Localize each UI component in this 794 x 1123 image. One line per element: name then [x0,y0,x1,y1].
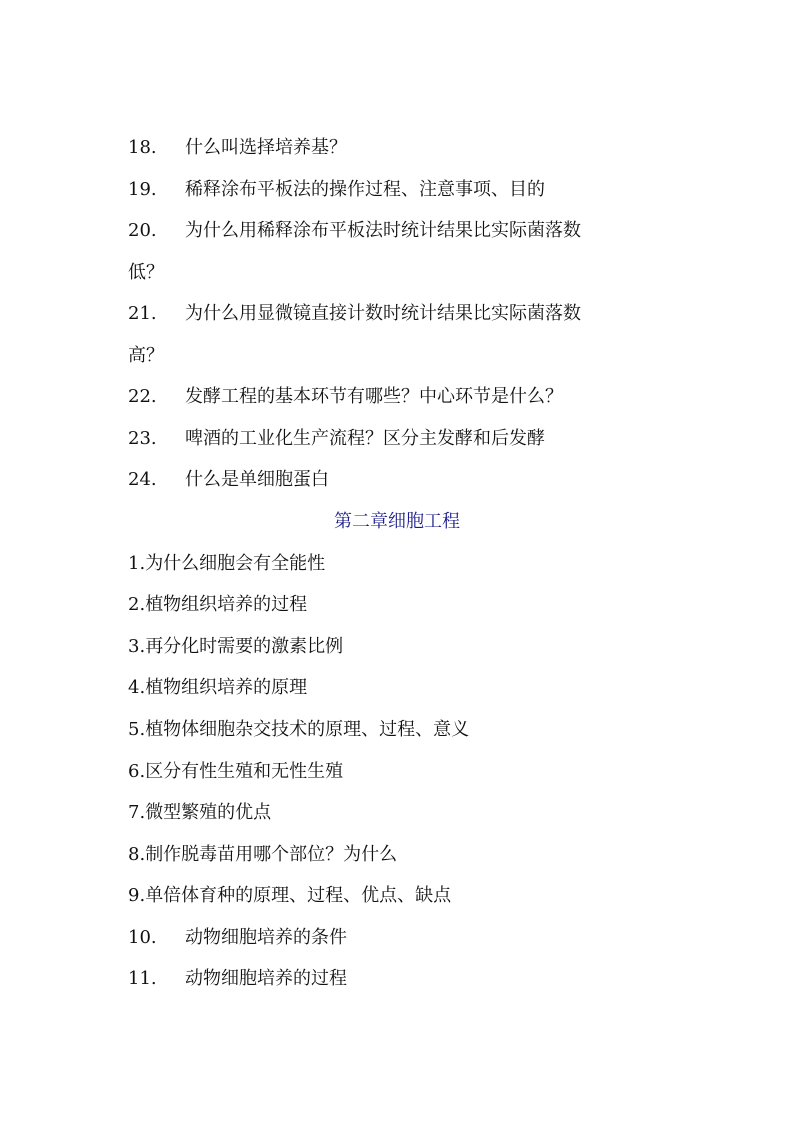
question-text: 单倍体育种的原理、过程、优点、缺点 [145,885,452,906]
question-number: 2. [128,594,146,615]
question-4 [128,677,307,699]
question-text: 什么是单细胞蛋白 [185,469,329,490]
question-number: 24. [128,469,157,490]
question-text: 区分有性生殖和无性生殖 [145,761,344,782]
question-text: 植物组织培养的过程 [145,594,308,615]
question-number: 21. [128,303,157,324]
question-9 [128,885,451,907]
question-5 [128,719,469,741]
question-number: 22. [128,386,157,407]
question-text: 稀释涂布平板法的操作过程、注意事项、目的 [185,179,545,200]
question-20 [128,220,581,242]
question-number: 3. [128,636,146,657]
question-text: 植物组织培养的原理 [145,677,308,698]
question-22 [128,386,563,408]
question-number: 9. [128,885,146,906]
question-text: 微型繁殖的优点 [145,802,272,823]
question-number: 23. [128,428,157,449]
question-text: 再分化时需要的激素比例 [145,636,344,657]
question-number: 8. [128,844,146,865]
question-number: 11. [128,968,157,989]
question-18 [128,137,347,159]
question-23 [128,428,545,450]
question-6 [128,761,343,783]
question-21-continuation [128,345,164,367]
question-text-continuation: 高？ [128,345,164,366]
question-text: 动物细胞培养的条件 [185,927,347,948]
question-2 [128,594,307,616]
question-24 [128,469,329,491]
chapter-heading: 第二章细胞工程 [334,511,460,532]
question-text: 动物细胞培养的过程 [185,968,347,989]
question-number: 5. [128,719,146,740]
question-number: 1. [128,553,146,574]
question-19 [128,179,545,201]
question-1 [128,553,325,575]
question-8 [128,844,397,866]
question-text: 发酵工程的基本环节有哪些？中心环节是什么？ [185,386,563,407]
question-number: 10. [128,927,157,948]
question-text: 为什么用稀释涂布平板法时统计结果比实际菌落数 [185,220,581,241]
question-number: 19. [128,179,157,200]
question-10 [128,927,347,949]
question-20-continuation [128,262,164,284]
question-11 [128,968,347,990]
question-text: 植物体细胞杂交技术的原理、过程、意义 [145,719,470,740]
question-text: 为什么用显微镜直接计数时统计结果比实际菌落数 [185,303,581,324]
question-text-continuation: 低？ [128,262,164,283]
question-number: 18. [128,137,157,158]
question-21 [128,303,581,325]
question-text: 啤酒的工业化生产流程？区分主发酵和后发酵 [185,428,545,449]
question-3 [128,636,343,658]
question-number: 6. [128,761,146,782]
question-number: 4. [128,677,146,698]
question-text: 什么叫选择培养基？ [185,137,347,158]
question-text: 制作脱毒苗用哪个部位？为什么 [145,844,398,865]
question-text: 为什么细胞会有全能性 [145,553,326,574]
question-7 [128,802,271,824]
question-number: 20. [128,220,157,241]
question-number: 7. [128,802,146,823]
